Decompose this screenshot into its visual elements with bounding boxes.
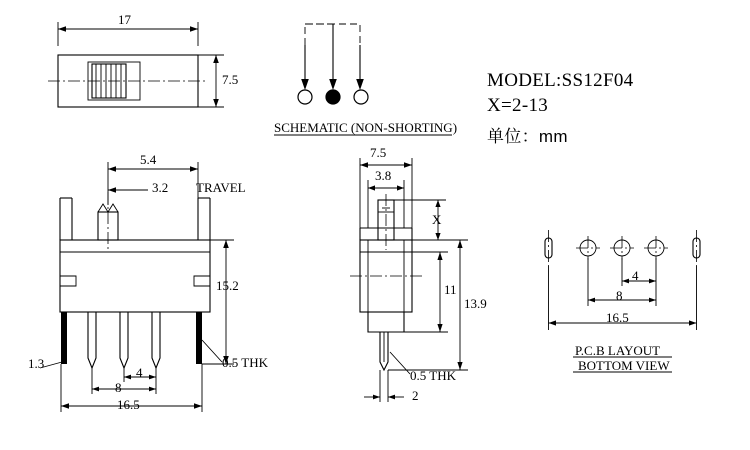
- dim-pcb-8: 8: [616, 288, 623, 303]
- dim-side-13-9: 13.9: [464, 296, 487, 311]
- dim-top-7-5: 7.5: [222, 72, 239, 87]
- schematic-caption: SCHEMATIC (NON-SHORTING): [274, 120, 458, 135]
- dim-side-2: 2: [412, 388, 419, 403]
- dim-front-16-5: 16.5: [117, 397, 140, 412]
- dim-front-8: 8: [115, 380, 122, 395]
- dim-front-5-4: 5.4: [140, 152, 157, 167]
- dim-pcb-16-5: 16.5: [606, 310, 629, 325]
- dim-side-11: 11: [444, 282, 457, 297]
- dim-side-x: X: [432, 212, 442, 227]
- dim-front-4: 4: [136, 365, 143, 380]
- dim-front-1-3: 1.3: [28, 356, 45, 371]
- dim-pcb-4: 4: [632, 268, 639, 283]
- x-range-label: X=2-13: [487, 95, 549, 116]
- note-travel: TRAVEL: [196, 180, 246, 195]
- pcb-caption-line2: BOTTOM VIEW: [578, 358, 670, 373]
- dim-front-3-2: 3.2: [152, 180, 169, 195]
- note-front-thk: 0.5 THK: [222, 355, 268, 370]
- dim-side-7-5: 7.5: [370, 145, 387, 160]
- unit-label: 单位：mm: [487, 127, 568, 146]
- dim-side-3-8: 3.8: [375, 168, 392, 183]
- model-label: MODEL:SS12F04: [487, 70, 634, 91]
- dim-top-17: 17: [118, 12, 131, 27]
- dim-front-15-2: 15.2: [216, 278, 239, 293]
- pcb-caption-line1: P.C.B LAYOUT: [575, 343, 661, 358]
- note-side-thk: 0.5 THK: [410, 368, 456, 383]
